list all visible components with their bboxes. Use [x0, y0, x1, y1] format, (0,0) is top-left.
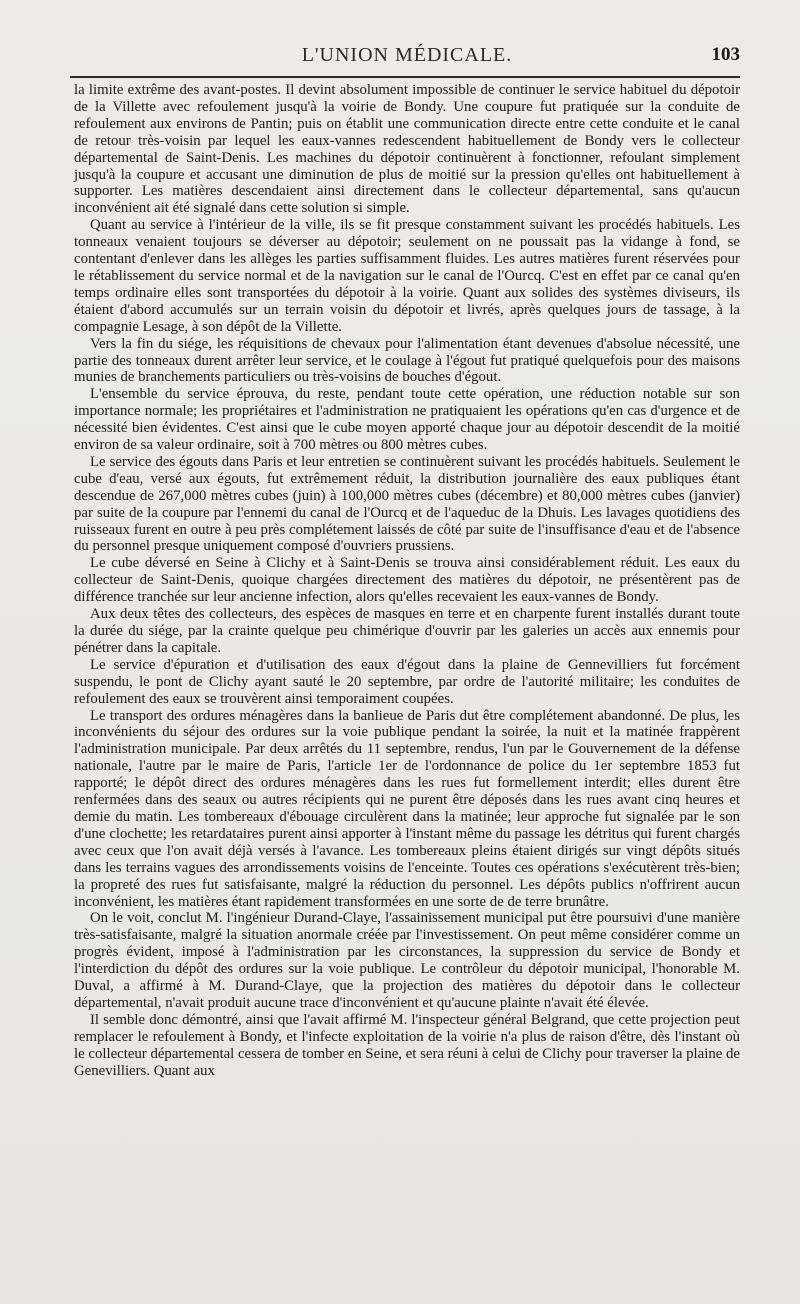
page-header	[74, 44, 740, 74]
paragraph-8: Le service d'épuration et d'utilisation des eaux d'égout dans la plaine de Gennevilliers fut forcément suspendu, le pont de Clichy ayant sauté le 20 septembre, par ordre de l'autorité militaire; les conduites de refoulement des eaux se trouvèrent ainsi temporaiment coupées.	[74, 656, 740, 707]
running-title: L'UNION MÉDICALE.	[301, 44, 513, 66]
paragraph-2: Quant au service à l'intérieur de la ville, ils se fit presque constamment suivant les procédés habituels. Les tonneaux venaient toujours se déverser au dépotoir; seulement on ne poussait pas la vidange à fond, se contentant d'enlever dans les allèges les parties suffisamment fluides. Les autres matières furent réservées pour le rétablissement du service normal et de la navigation sur le canal de l'Ourcq. C'est en effet par ce canal qu'en temps ordinaire elles sont transportées du dépotoir à la voirie. Quant aux solides des systèmes diviseurs, ils étaient d'abord accumulés sur un terrain voisin du dépotoir et livrés, après quelques jours de tassage, à la compagnie Lesage, à son dépôt de la Villette.	[74, 217, 740, 335]
paragraph-5: Le service des égouts dans Paris et leur entretien se continuèrent suivant les procédés habituels. Seulement le cube d'eau, versé aux égouts, fut extrêmement réduit, la distribution journalière des eaux publiques étant descendue de 267,000 mètres cubes (juin) à 100,000 mètres cubes (décembre) et 80,000 mètres cubes (janvier) par suite de la coupure par l'ennemi du canal de l'Ourcq et de l'aqueduc de la Dhuis. Les lavages quotidiens des ruisseaux furent en outre à peu près complétement laissés de côté par suite de l'insuffisance d'eau et de l'absence du personnel presque uniquement composé d'ouvriers prussiens.	[74, 453, 740, 555]
paragraph-11: Il semble donc démontré, ainsi que l'avait affirmé M. l'inspecteur général Belgrand, que cette projection peut remplacer le refoulement à Bondy, et l'infecte exploitation de la voirie n'a plus de raison d'être, dès l'instant où le collecteur départemental cessera de tomber en Seine, et sera réuni à celui de Clichy pour traverser la plaine de Genevilliers. Quant aux	[74, 1011, 740, 1079]
article-body	[74, 82, 740, 1079]
paragraph-1: la limite extrême des avant-postes. Il devint absolument impossible de continuer le service habituel du dépotoir de la Villette avec refoulement jusqu'à la voirie de Bondy. Une coupure fut pratiquée sur la conduite de refoulement aux environs de Pantin; puis on établit une communication directe entre cette conduite et le canal de retour très-voisin par lequel les eaux-vannes redescendent habituellement de Bondy vers le collecteur départemental de Saint-Denis. Les machines du dépotoir continuèrent à fonctionner, refoulant simplement jusqu'à la coupure et accusant une diminution de plus de moitié sur la pression qu'elles ont habituellement à supporter. Les matières descendaient ainsi directement dans le collecteur départemental, sans qu'aucun inconvénient ait été signalé dans cette solution si simple.	[74, 82, 740, 217]
header-rule	[70, 76, 740, 78]
paragraph-4: L'ensemble du service éprouva, du reste, pendant toute cette opération, une réduction notable sur son importance normale; les propriétaires et l'administration ne pratiquaient les opérations qu'en cas d'urgence et de nécessité bien évidentes. C'est ainsi que le cube moyen apporté chaque jour au dépotoir descendit de la moitié environ de sa valeur ordinaire, soit à 700 mètres ou 800 mètres cubes.	[74, 386, 740, 454]
page-number: 103	[711, 44, 740, 65]
paragraph-3: Vers la fin du siége, les réquisitions de chevaux pour l'alimentation étant devenues d'absolue nécessité, une partie des tonneaux durent arrêter leur service, et le coulage à l'égout fut pratiqué quelquefois pour des maisons munies de branchements particuliers ou très-voisins de bouches d'égout.	[74, 335, 740, 386]
paragraph-10: On le voit, conclut M. l'ingénieur Durand-Claye, l'assainissement municipal put être poursuivi d'une manière très-satisfaisante, malgré la situation anormale créée par l'investissement. On peut même considérer comme un progrès évident, imposé à l'administration par les circonstances, la suppression du service de Bondy et l'interdiction du dépôt des ordures sur la voie publique. Le contrôleur du dépotoir municipal, l'honorable M. Duval, a affirmé à M. Durand-Claye, que la projection des matières du dépotoir dans le collecteur départemental, n'avait produit aucune trace d'inconvénient et qu'aucune plainte n'avait été élevée.	[74, 910, 740, 1011]
paragraph-6: Le cube déversé en Seine à Clichy et à Saint-Denis se trouva ainsi considérablement réduit. Les eaux du collecteur de Saint-Denis, quoique chargées directement des matières du dépotoir, ne présentèrent pas de différence tranchée sur leur ancienne infection, alors qu'elles recevaient les eaux-vannes de Bondy.	[74, 555, 740, 606]
paragraph-7: Aux deux têtes des collecteurs, des espèces de masques en terre et en charpente furent installés durant toute la durée du siége, par la crainte quelque peu chimérique d'ouvrir par les galeries un accès aux ennemis pour pénétrer dans la capitale.	[74, 606, 740, 656]
paragraph-9: Le transport des ordures ménagères dans la banlieue de Paris dut être complétement abandonné. De plus, les inconvénients du séjour des ordures sur la voie publique pendant la soirée, la nuit et la matinée frappèrent l'administration municipale. Par deux arrêtés du 11 septembre, rendus, l'un par le Gouvernement de la défense nationale, l'autre par le maire de Paris, l'article 1er de l'ordonnance de police du 1er septembre 1853 fut rapporté; le dépôt direct des ordures ménagères dans les rues fut formellement interdit; elles durent être renfermées dans des seaux ou autres récipients qui ne purent être déposés dans les rues avant cinq heures et demie du matin. Les tombereaux d'ébouage circulèrent dans la matinée; leur approche fut signalée par le son d'une clochette; les retardataires purent ainsi apporter à l'instant même du passage les détritus qui furent chargés avec ceux que l'on avait déjà versés à l'avance. Les tombereaux pleins étaient dirigés sur vingt dépôts situés dans les terrains vagues des arrondissements voisins de l'enceinte. Toutes ces opérations s'exécutèrent très-bien; la propreté des rues fut satisfaisante, malgré la réduction du personnel. Les dépôts publics n'offrirent aucun inconvénient, les matières étant rapidement transformées en une sorte de de terre brunâtre.	[74, 707, 740, 910]
